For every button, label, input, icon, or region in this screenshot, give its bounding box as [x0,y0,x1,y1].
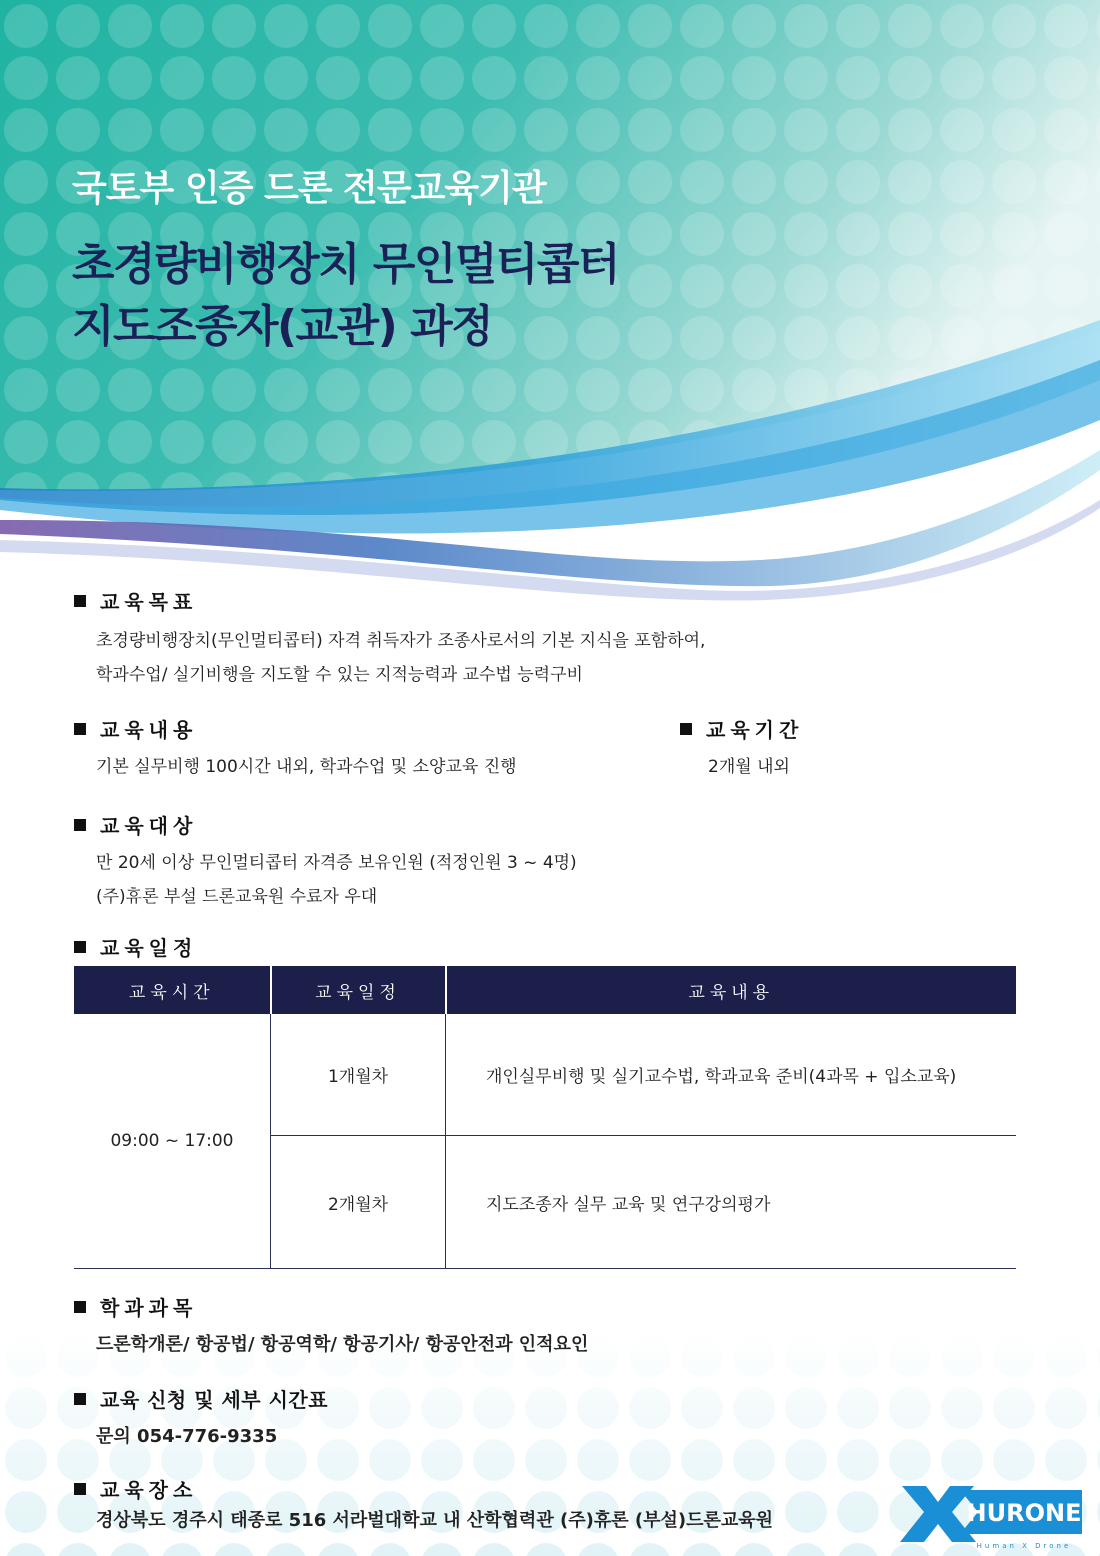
column-header-schedule: 교육일정 [271,966,446,1014]
title-line-2: 지도조종자(교관) 과정 [72,301,493,352]
column-header-content: 교육내용 [446,966,1017,1014]
square-bullet-icon [74,723,86,735]
square-bullet-icon [74,1393,86,1405]
square-bullet-icon [74,819,86,831]
target-line: (주)휴론 부설 드론교육원 수료자 우대 [96,887,378,907]
square-bullet-icon [680,723,692,735]
target-line: 만 20세 이상 무인멀티콥터 자격증 보유인원 (적정인원 3 ~ 4명) [96,853,577,873]
section-heading-schedule: 교육일정 [74,932,197,961]
subjects-text: 드론학개론/ 항공법/ 항공역학/ 항공기사/ 항공안전과 인적요인 [96,1334,589,1355]
content-cell: 개인실무비행 및 실기교수법, 학과교육 준비(4과목 + 입소교육) [446,1014,1017,1136]
square-bullet-icon [74,1483,86,1495]
time-cell: 09:00 ~ 17:00 [74,1014,271,1269]
period-text: 2개월 내외 [708,757,790,777]
square-bullet-icon [74,1301,86,1313]
section-heading-period: 교육기간 [680,714,803,743]
goal-line: 학과수업/ 실기비행을 지도할 수 있는 지적능력과 교수법 능력구비 [96,665,583,685]
month-cell: 1개월차 [271,1014,446,1136]
table-header-row [74,966,1016,1014]
section-heading-subjects: 학과과목 [74,1292,197,1321]
logo-tagline: Human X Drone [976,1542,1072,1550]
location-address: 경상북도 경주시 태종로 516 서라벌대학교 내 산학협력관 (주)휴론 (부설)드론교육원 [96,1510,774,1531]
contact-phone: 문의 054-776-9335 [96,1426,278,1447]
target-text [96,846,577,914]
section-heading-content: 교육내용 [74,714,197,743]
title-line-1: 초경량비행장치 무인멀티콥터 [72,239,619,290]
section-heading-apply: 교육 신청 및 세부 시간표 [74,1384,328,1413]
hurone-logo [900,1480,1085,1550]
section-heading-target: 교육대상 [74,810,197,839]
logo-name: HURONE [966,1499,1082,1527]
goal-text [96,624,705,692]
goal-line: 초경량비행장치(무인멀티콥터) 자격 취득자가 조종사로서의 기본 지식을 포함하여, [96,631,706,651]
square-bullet-icon [74,595,86,607]
supertitle: 국토부 인증 드론 전문교육기관 [72,168,546,209]
schedule-table [74,966,1016,1269]
column-header-time: 교육시간 [74,966,271,1014]
section-heading-location: 교육장소 [74,1474,197,1503]
content-cell: 지도조종자 실무 교육 및 연구강의평가 [446,1136,1017,1269]
table-row [74,1014,1016,1136]
section-heading-goal: 교육목표 [74,586,197,615]
page-title [72,234,619,358]
header-banner [0,0,1100,620]
logo-graphic [900,1480,1085,1550]
month-cell: 2개월차 [271,1136,446,1269]
square-bullet-icon [74,941,86,953]
content-text: 기본 실무비행 100시간 내외, 학과수업 및 소양교육 진행 [96,757,517,777]
